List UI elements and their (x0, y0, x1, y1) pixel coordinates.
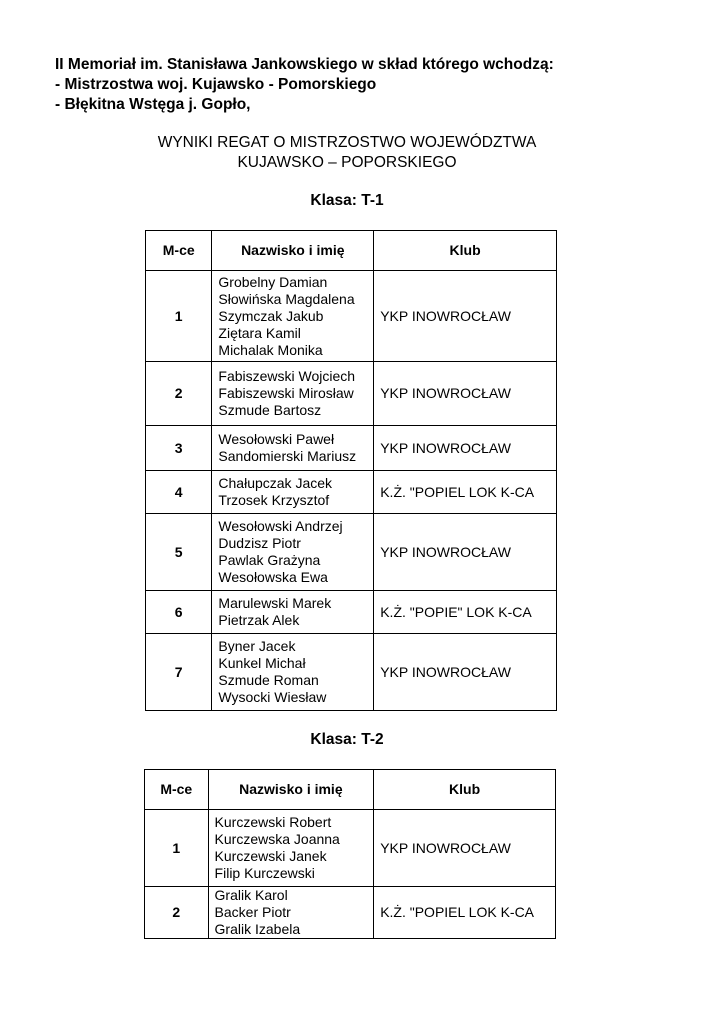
results-table-t1 (145, 230, 557, 711)
participant-name: Szmude Roman (218, 672, 319, 688)
participant-name: Trzosek Krzysztof (218, 492, 330, 508)
place-cell: 7 (146, 634, 212, 711)
names-cell (208, 887, 374, 939)
names-cell (212, 634, 374, 711)
club-cell: K.Ż. "POPIE" LOK K-CA (374, 591, 557, 634)
table-row (146, 426, 557, 471)
place-cell: 1 (146, 271, 212, 362)
column-header-names: Nazwisko i imię (208, 770, 374, 810)
place-cell: 1 (145, 810, 209, 887)
club-cell: YKP INOWROCŁAW (374, 362, 557, 426)
participant-name: Sandomierski Mariusz (218, 448, 357, 464)
table-row (145, 810, 556, 887)
participant-name: Michalak Monika (218, 341, 323, 358)
names-cell (208, 810, 374, 887)
table-row (146, 362, 557, 426)
names-cell (212, 591, 374, 634)
column-header-club: Klub (374, 770, 556, 810)
header-line: II Memoriał im. Stanisława Jankowskiego w skład którego wchodzą: (55, 56, 554, 73)
participant-name: Kurczewski Janek (214, 848, 327, 864)
participant-name: Grobelny Damian (218, 273, 328, 290)
participant-name: Wysocki Wiesław (218, 689, 327, 705)
participant-name: Gralik Izabela (214, 921, 301, 937)
participant-name: Chałupczak Jacek (218, 475, 333, 491)
participant-name: Fabiszewski Wojciech (218, 368, 356, 384)
participant-name: Szymczak Jakub (218, 307, 324, 324)
participant-name: Kurczewski Robert (214, 814, 332, 830)
participant-name: Fabiszewski Mirosław (218, 385, 354, 401)
document-header (55, 55, 554, 115)
place-cell: 3 (146, 426, 212, 471)
participant-name: Ziętara Kamil (218, 324, 301, 341)
club-cell: K.Ż. "POPIEL LOK K-CA (374, 887, 556, 939)
table-row (146, 634, 557, 711)
results-table-t2 (144, 769, 556, 939)
table-row (146, 514, 557, 591)
participant-name: Marulewski Marek (218, 595, 332, 611)
header-line: - Mistrzostwa woj. Kujawsko - Pomorskiego (55, 76, 377, 93)
names-cell (212, 362, 374, 426)
place-cell: 2 (146, 362, 212, 426)
place-cell: 6 (146, 591, 212, 634)
club-cell: YKP INOWROCŁAW (374, 426, 557, 471)
participant-name: Byner Jacek (218, 638, 296, 654)
table-row (145, 887, 556, 939)
place-cell: 2 (145, 887, 209, 939)
participant-name: Kunkel Michał (218, 655, 306, 671)
class-heading-t1: Klasa: T-1 (310, 192, 384, 209)
results-title-line: KUJAWSKO – POPORSKIEGO (237, 154, 457, 171)
place-cell: 5 (146, 514, 212, 591)
place-cell: 4 (146, 471, 212, 514)
participant-name: Wesołowska Ewa (218, 569, 328, 585)
participant-name: Słowińska Magdalena (218, 290, 355, 307)
names-cell (212, 271, 374, 362)
column-header-place: M-ce (146, 231, 212, 271)
results-title-line: WYNIKI REGAT O MISTRZOSTWO WOJEWÓDZTWA (157, 134, 537, 151)
participant-name: Kurczewska Joanna (214, 831, 340, 847)
club-cell: YKP INOWROCŁAW (374, 514, 557, 591)
participant-name: Wesołowski Andrzej (218, 518, 343, 534)
column-header-club: Klub (374, 231, 557, 271)
participant-name: Backer Piotr (214, 904, 291, 920)
club-cell: YKP INOWROCŁAW (374, 810, 556, 887)
table-row (146, 471, 557, 514)
participant-name: Gralik Karol (214, 887, 288, 903)
participant-name: Wesołowski Paweł (218, 431, 335, 447)
names-cell (212, 426, 374, 471)
column-header-names: Nazwisko i imię (212, 231, 374, 271)
table-header-row (146, 231, 557, 271)
class-heading-t2: Klasa: T-2 (310, 731, 384, 748)
participant-name: Szmude Bartosz (218, 402, 322, 418)
names-cell (212, 471, 374, 514)
header-line: - Błękitna Wstęga j. Gopło, (55, 96, 251, 113)
column-header-place: M-ce (145, 770, 209, 810)
results-title (0, 133, 694, 173)
club-cell: YKP INOWROCŁAW (374, 634, 557, 711)
participant-name: Filip Kurczewski (214, 865, 315, 881)
table-row (146, 591, 557, 634)
participant-name: Pietrzak Alek (218, 612, 300, 628)
participant-name: Pawlak Grażyna (218, 552, 321, 568)
names-cell (212, 514, 374, 591)
table-header-row (145, 770, 556, 810)
table-row (146, 271, 557, 362)
club-cell: YKP INOWROCŁAW (374, 271, 557, 362)
club-cell: K.Ż. "POPIEL LOK K-CA (374, 471, 557, 514)
participant-name: Dudzisz Piotr (218, 535, 301, 551)
